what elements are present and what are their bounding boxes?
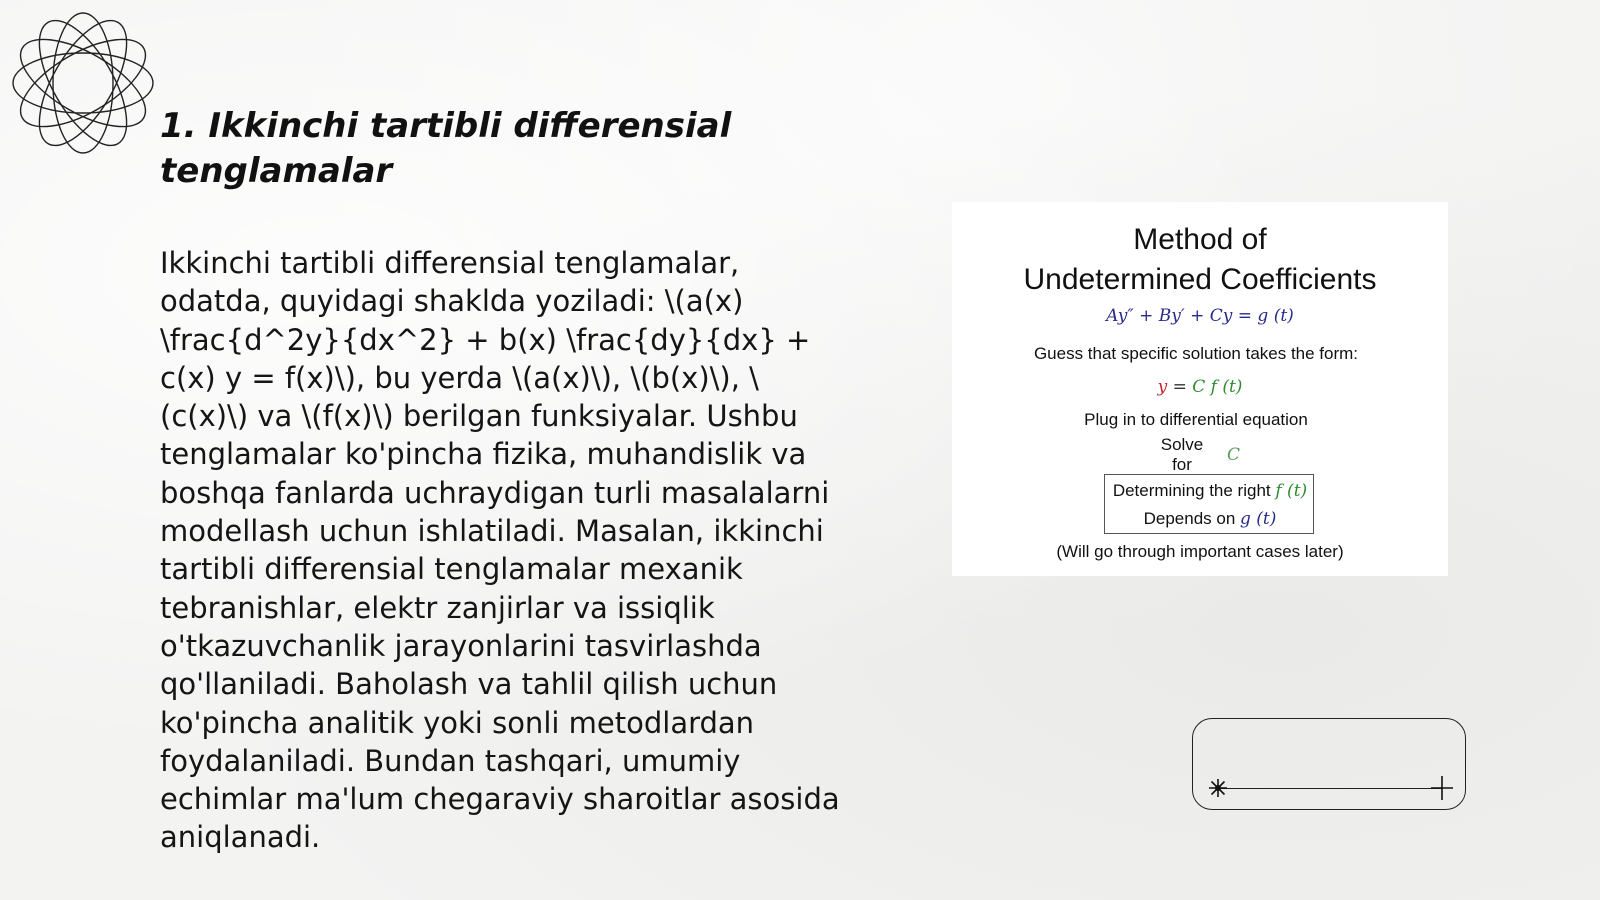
box-line1-text: Determining the right	[1112, 481, 1276, 500]
crosshair-icon[interactable]	[1429, 775, 1455, 801]
solution-form	[952, 377, 1448, 397]
solve-variable: C	[1227, 445, 1241, 465]
figure-note: (Will go through important cases later)	[1056, 542, 1344, 561]
figure-title-line2: Undetermined Coefficients	[1023, 263, 1377, 296]
slide-body-text: Ikkinchi tartibli differensial tenglamalar, odatda, quyidagi shaklda yoziladi: \(a(x) \frac{d^2y}{dx^2} + b(x) \frac{dy}{dx} + c(x) y = f(x)\), bu yerda \(a(x)\), \(b(x)\), \(c(x)\) va \(f(x)\) berilgan funksiyalar. Ushbu tenglamalar ko'pincha fizika, muhandislik va boshqa fanlarda uchraydigan turli masalalarni modellash uchun ishlatiladi. Masalan, ikkinchi tartibli differensial tenglamalar mexanik tebranishlar, elektr zanjirlar va issiqlik o'tkazuvchanlik jarayonlarini tasvirlashda qo'llaniladi. Baholash va tahlil qilish uchun ko'pincha analitik yoki sonli metodlardan foydalaniladi. Bundan tashqari, umumiy echimlar ma'lum chegaraviy sharoitlar asosida aniqlanadi.	[160, 246, 840, 855]
solve-line2: for	[1172, 455, 1192, 474]
box-line1	[1105, 481, 1315, 501]
slider-control[interactable]	[1192, 718, 1466, 810]
figure-title-line1: Method of	[1133, 223, 1267, 256]
box-line1-math: f (t)	[1275, 481, 1308, 501]
box-line2	[1105, 509, 1315, 529]
figure-title	[952, 220, 1448, 300]
box-line2-math: g (t)	[1240, 509, 1277, 529]
guess-text: Guess that specific solution takes the form:	[1033, 344, 1359, 363]
box-line2-text: Depends on	[1143, 509, 1240, 528]
sparkle-icon	[1207, 777, 1229, 799]
solve-line1: Solve	[1160, 435, 1204, 454]
circle-rosette-icon	[10, 10, 156, 156]
solution-form-y: y	[1157, 377, 1168, 397]
solution-form-cf: C f (t)	[1192, 377, 1243, 397]
solve-label	[1152, 435, 1212, 475]
slider-track[interactable]	[1217, 788, 1443, 789]
plug-text: Plug in to differential equation	[1084, 410, 1308, 429]
differential-equation: Ay″ + By′ + Cy = g (t)	[1106, 306, 1294, 326]
determining-box	[1104, 474, 1314, 534]
slide-title: 1. Ikkinchi tartibli differensial tenglamalar	[160, 106, 732, 191]
method-figure	[952, 202, 1448, 576]
solution-form-equals: =	[1167, 377, 1193, 397]
